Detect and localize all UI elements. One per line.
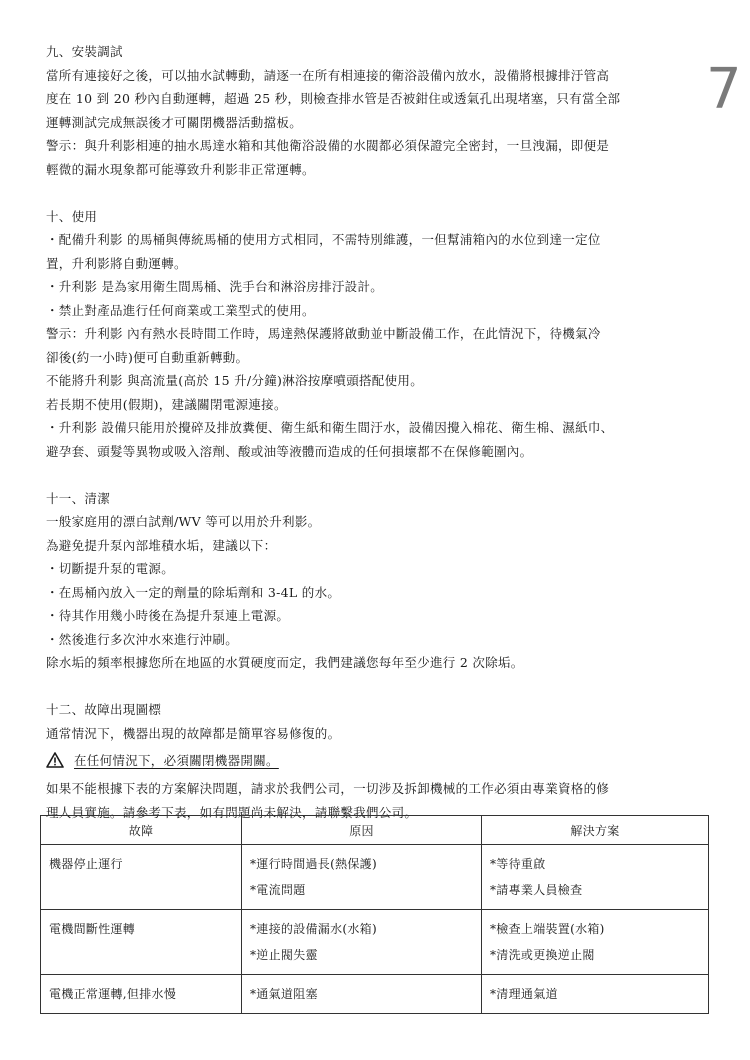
section-11-line: ・切斷提升泵的電源。: [46, 561, 175, 576]
section-10-line: ・升利影 設備只能用於攪碎及排放糞便、衛生紙和衛生間汙水，設備因攪入棉花、衛生棉、濕紙巾、: [46, 420, 614, 435]
section-10-line: ・禁止對產品進行任何商業或工業型式的使用。: [46, 302, 315, 318]
section-10-line: 避孕套、頭髮等異物或吸入溶劑、酸或油等液體而造成的任何損壞都不在保修範圍內。: [46, 443, 533, 459]
section-10-line: 卻後(約一小時)便可自動重新轉動。: [46, 349, 249, 365]
section-10-line: ・配備升利影 的馬桶與傳統馬桶的使用方式相同，不需特別維護，一但幫浦箱內的水位到達一定位: [46, 232, 601, 247]
solution-text: *清理通氣道: [490, 987, 558, 1001]
fault-cell: [41, 910, 242, 975]
manual-content: [46, 40, 710, 824]
fault-cell: [41, 845, 242, 910]
page-number: 7: [706, 57, 742, 122]
section-11-line: 為避免提升泵內部堆積水垢，建議以下：: [46, 537, 277, 553]
solution-text: *清洗或更換逆止閥: [490, 948, 595, 962]
solution-cell: [482, 910, 709, 975]
section-11-line: ・在馬桶內放入一定的劑量的除垢劑和 3-4L 的水。: [46, 584, 341, 600]
section-11-title: 十一、清潔: [46, 490, 111, 506]
section-9-line: 輕微的漏水現象都可能導致升利影非正常運轉。: [46, 161, 315, 177]
section-9-warning: 警示：與升利影相連的抽水馬達水箱和其他衛浴設備的水閥都必須保證完全密封，一旦洩漏，即便是: [46, 138, 610, 153]
solution-text: *請專業人員檢查: [490, 883, 583, 897]
warning-text: 在任何情況下，必須關閉機器開關。: [74, 753, 279, 768]
warning-notice: [46, 747, 710, 773]
section-11-line: 除水垢的頻率根據您所在地區的水質硬度而定，我們建議您每年至少進行 2 次除垢。: [46, 655, 524, 670]
fault-text: 機器停止運行: [49, 857, 123, 871]
solution-cell: [482, 975, 709, 1014]
fault-cell: [41, 975, 242, 1014]
section-9-line: 當所有連接好之後，可以抽水試轉動，請逐一在所有相連接的衛浴設備內放水，設備將根據排汙管高: [46, 67, 610, 83]
section-12-intro: 通常情況下，機器出現的故障都是簡單容易修復的。: [46, 725, 341, 741]
warning-triangle-icon: [46, 752, 64, 768]
table-row: [41, 845, 709, 910]
section-11-line: ・待其作用幾小時後在為提升泵連上電源。: [46, 608, 290, 623]
section-9-title: 九、安裝調試: [46, 44, 123, 59]
section-10-title: 十、使用: [46, 208, 98, 224]
solution-cell: [482, 845, 709, 910]
cause-cell: [242, 845, 482, 910]
fault-text: 電機正常運轉,但排水慢: [49, 987, 177, 1001]
cause-text: *通氣道阻塞: [250, 987, 318, 1001]
section-10-line: ・升利影 是為家用衛生間馬桶、洗手台和淋浴房排汙設計。: [46, 279, 384, 294]
column-header-fault: 故障: [41, 816, 242, 845]
section-12-line: 如果不能根據下表的方案解決問題，請求於我們公司，一切涉及拆卸機械的工作必須由專業資格的修: [46, 781, 610, 796]
section-11-line: ・然後進行多次沖水來進行沖刷。: [46, 631, 239, 647]
table-header-row: [41, 816, 709, 845]
section-12-line: 理人員實施。請參考下表，如有問題尚未解決，請聯繫我們公司。: [46, 804, 418, 820]
cause-text: *連接的設備漏水(水箱): [250, 922, 377, 936]
cause-cell: [242, 975, 482, 1014]
troubleshooting-table: [40, 815, 709, 1014]
section-9-line: 運轉測試完成無誤後才可關閉機器活動擋板。: [46, 114, 303, 130]
fault-text: 電機間斷性運轉: [49, 922, 136, 936]
table-row: [41, 975, 709, 1014]
solution-text: *檢查上端裝置(水箱): [490, 922, 605, 936]
section-10-line: 不能將升利影 與高流量(高於 15 升/分鐘)淋浴按摩噴頭搭配使用。: [46, 373, 423, 388]
section-10-warning: 警示：升利影 內有熱水長時間工作時，馬達熱保護將啟動並中斷設備工作，在此情況下，待機氣冷: [46, 326, 601, 341]
cause-text: *電流問題: [250, 883, 306, 897]
column-header-cause: 原因: [242, 816, 482, 845]
solution-text: *等待重啟: [490, 857, 546, 871]
section-10-line: 置，升利影將自動運轉。: [46, 255, 187, 271]
cause-text: *逆止閥失靈: [250, 948, 318, 962]
cause-cell: [242, 910, 482, 975]
section-10-line: 若長期不使用(假期)，建議關閉電源連接。: [46, 396, 287, 412]
column-header-solution: 解決方案: [482, 816, 709, 845]
cause-text: *運行時間過長(熱保護): [250, 857, 377, 871]
section-12-title: 十二、故障出現圖標: [46, 702, 162, 717]
table-row: [41, 910, 709, 975]
section-11-line: 一般家庭用的漂白試劑/WV 等可以用於升利影。: [46, 514, 321, 529]
section-9-line: 度在 10 到 20 秒內自動運轉，超過 25 秒，則檢查排水管是否被鉗住或透氣孔出現堵塞，只有當全部: [46, 91, 621, 106]
